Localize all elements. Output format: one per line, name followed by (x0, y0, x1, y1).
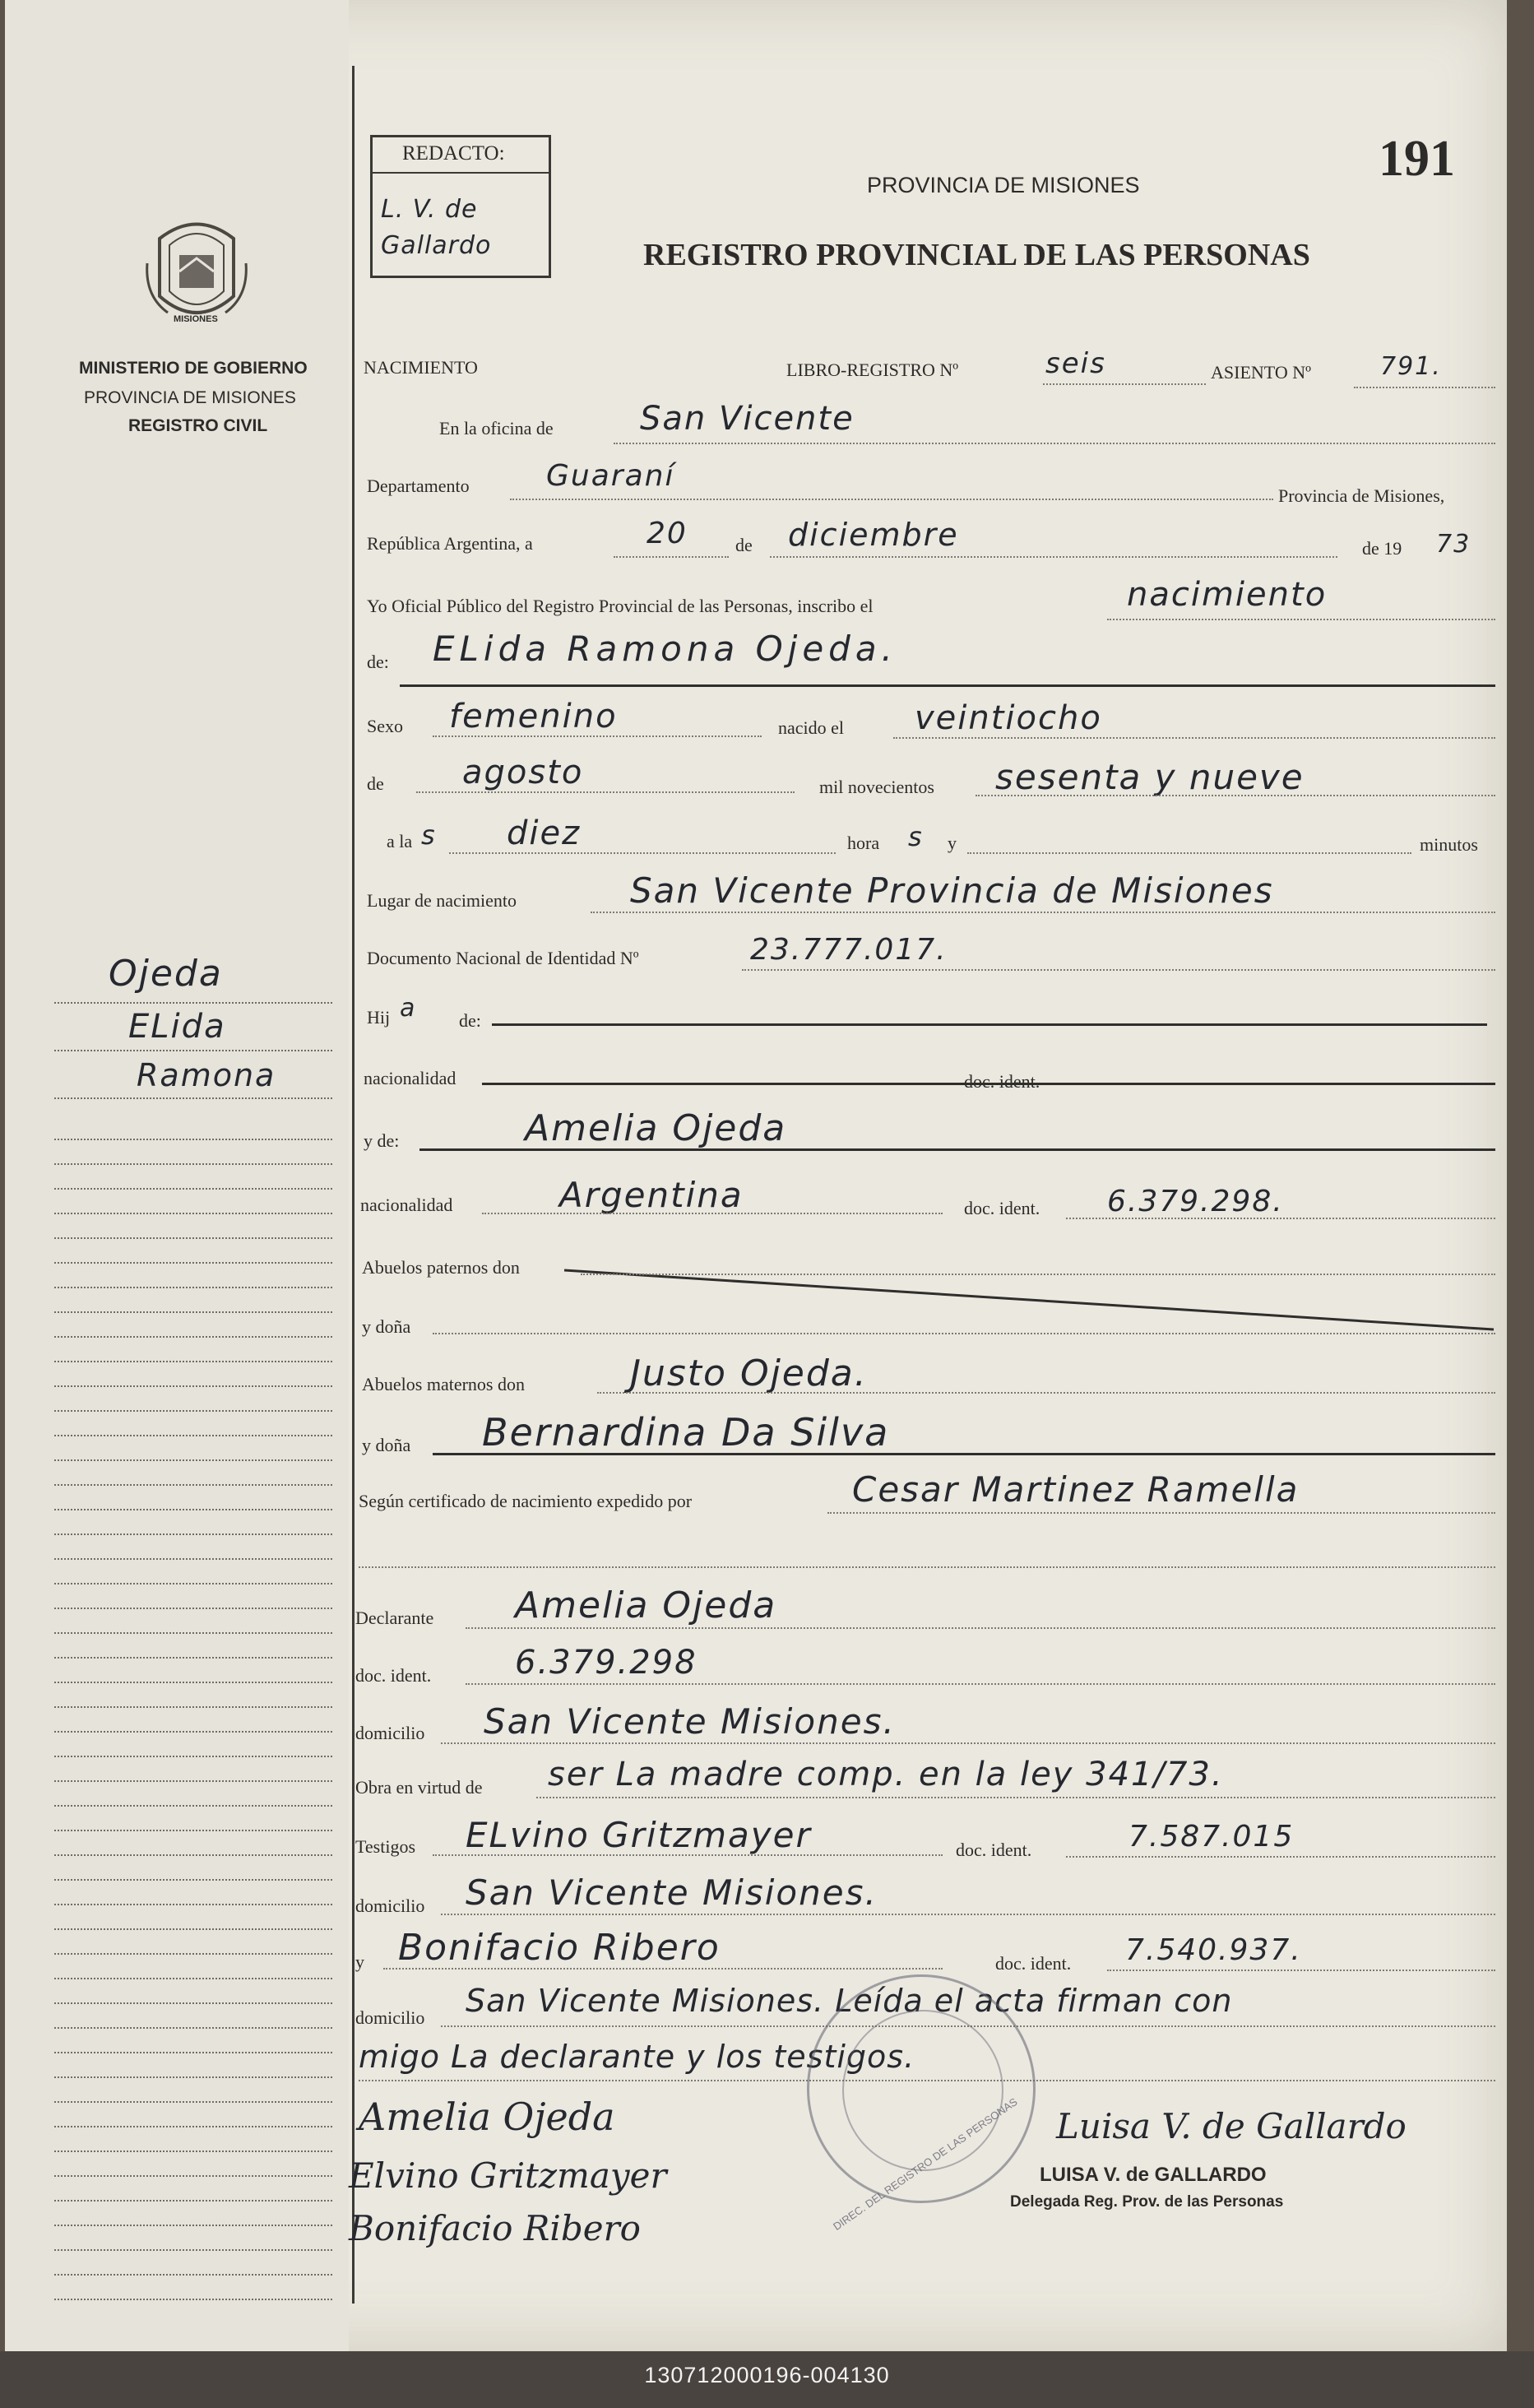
margin-line (54, 1879, 332, 1881)
margin-line (54, 1780, 332, 1782)
margin-line (54, 1558, 332, 1560)
nacionalidad2-value: Argentina (559, 1175, 744, 1215)
name-underline (400, 684, 1495, 687)
margin-line (54, 1139, 332, 1140)
abuelos-pat-strike (564, 1259, 1502, 1341)
docident3-line (466, 1683, 1495, 1685)
hora-value: diez (507, 814, 582, 852)
ydona1-line (433, 1333, 1495, 1334)
nacionalidad2-line (482, 1213, 943, 1214)
abuelos-pat-label: Abuelos paternos don (362, 1257, 520, 1278)
mother-name: Amelia Ojeda (525, 1107, 787, 1149)
departamento-line (510, 499, 1273, 500)
redacto-header (373, 137, 549, 174)
margin-line (54, 1854, 332, 1856)
margin-line (54, 1459, 332, 1461)
provincia-suffix: Provincia de Misiones, (1278, 485, 1445, 506)
margin-second-name: Ramona (137, 1057, 276, 1093)
testigo1-line (433, 1854, 943, 1856)
dni-label: Documento Nacional de Identidad Nº (367, 948, 639, 968)
abuela-mat-value: Bernardina Da Silva (482, 1410, 890, 1455)
margin-line (54, 1657, 332, 1659)
oficina-label: En la oficina de (439, 418, 554, 438)
declarante-value: Amelia Ojeda (515, 1584, 777, 1626)
testigo2-line (383, 1968, 943, 1970)
asiento-label: ASIENTO Nº (1211, 362, 1311, 383)
nacionalidad2-label: nacionalidad (360, 1195, 453, 1215)
abuela-mat-underline (433, 1453, 1495, 1455)
domicilio2-label: domicilio (355, 1895, 425, 1916)
margin-line (54, 1509, 332, 1510)
margin-line (54, 1953, 332, 1955)
margin-line (54, 1435, 332, 1436)
margin-line (54, 2274, 332, 2276)
lugar-value: San Vicente Provincia de Misiones (630, 870, 1274, 911)
testigo1-value: ELvino Gritzmayer (466, 1815, 812, 1855)
ydona2-label: y doña (362, 1435, 411, 1455)
signature-testigo1: Elvino Gritzmayer (349, 2155, 667, 2196)
page-number: 191 (1379, 131, 1455, 187)
departamento-value: Guaraní (546, 459, 675, 493)
registry-title: REGISTRO PROVINCIAL DE LAS PERSONAS (643, 238, 1310, 272)
lugar-line (591, 912, 1495, 913)
docident1-label: doc. ident. (964, 1071, 1040, 1092)
margin-line (54, 1830, 332, 1831)
margin-line (54, 1904, 332, 1905)
sexo-value: femenino (449, 698, 618, 735)
abuelo-mat-value: Justo Ojeda. (630, 1352, 868, 1394)
domicilio2-line (441, 1914, 1495, 1915)
docident2-line (1066, 1218, 1495, 1219)
mother-underline (419, 1148, 1495, 1151)
domicilio1-line (441, 1742, 1495, 1744)
ministry-label: MINISTERIO DE GOBIERNO (79, 359, 308, 378)
province-label: PROVINCIA DE MISIONES (84, 388, 296, 407)
margin-line (54, 1410, 332, 1412)
stamp-text: DIREC. DEL REGISTRO DE LAS PERSONAS (831, 2095, 1020, 2233)
margin-line (54, 2052, 332, 2053)
mes-nac-value: agosto (462, 754, 584, 791)
obra-line (536, 1797, 1495, 1798)
margin-line (54, 2027, 332, 2029)
anio-nac-line (976, 795, 1495, 796)
libro-line (1043, 383, 1206, 385)
republica-label: República Argentina, a (367, 533, 533, 554)
nacionalidad1-strike-line (482, 1083, 1495, 1085)
margin-line (54, 1484, 332, 1486)
margin-line (54, 1097, 332, 1099)
domicilio1-label: domicilio (355, 1723, 425, 1743)
docident5-value: 7.540.937. (1125, 1933, 1302, 1967)
margin-line (54, 2225, 332, 2226)
margin-line (54, 2299, 332, 2300)
margin-line (54, 1361, 332, 1362)
minutos-line (967, 852, 1411, 854)
margin-line (54, 2175, 332, 2177)
anio-nac-value: sesenta y nueve (995, 757, 1305, 797)
libro-value: seis (1045, 347, 1106, 380)
margin-line (54, 1050, 332, 1051)
testigos-label: Testigos (355, 1836, 416, 1857)
departamento-label: Departamento (367, 476, 470, 496)
margin-line (54, 1262, 332, 1264)
minutos-label: minutos (1420, 834, 1478, 855)
oficial-label: Yo Oficial Público del Registro Provincial de las Personas, inscribo el (367, 596, 874, 616)
asiento-line (1354, 387, 1495, 388)
declarante-label: Declarante (355, 1608, 434, 1628)
margin-line (54, 1163, 332, 1165)
margin-line (54, 1978, 332, 1979)
nacido-line (893, 737, 1495, 739)
margin-line (54, 1213, 332, 1214)
nacionalidad1-label: nacionalidad (364, 1068, 456, 1088)
dia-line (614, 556, 729, 558)
document-sheet (5, 0, 1507, 2351)
margin-line (54, 1311, 332, 1313)
margin-line (54, 2200, 332, 2202)
redacto-box (370, 135, 551, 278)
abuelos-mat-label: Abuelos maternos don (362, 1374, 525, 1394)
redacto-value: L. V. de Gallardo (381, 195, 492, 260)
certificado-line (827, 1512, 1495, 1514)
mes-value: diciembre (788, 517, 959, 553)
hij-suffix: a (400, 994, 417, 1023)
hij-label: Hij (367, 1007, 391, 1028)
domicilio3-value: San Vicente Misiones. Leída el acta firman con (466, 1983, 1233, 2019)
dia-value: 20 (647, 517, 688, 550)
closing-value: migo La declarante y los testigos. (359, 2039, 915, 2075)
official-name: LUISA V. de GALLARDO (1040, 2164, 1267, 2186)
docident4-label: doc. ident. (956, 1840, 1032, 1860)
anio-label: de 19 (1362, 538, 1402, 559)
sexo-line (433, 735, 762, 737)
seal-label: MISIONES (174, 314, 218, 324)
domicilio3-label: domicilio (355, 2007, 425, 2028)
margin-line (54, 1706, 332, 1708)
abuelos-pat-line (581, 1274, 1495, 1275)
margin-line (54, 1928, 332, 1930)
y2-label: y (355, 1951, 364, 1972)
oficina-line (614, 443, 1495, 444)
margin-line (54, 2126, 332, 2127)
oficina-value: San Vicente (640, 400, 855, 438)
margin-line (54, 1731, 332, 1733)
margin-line (54, 2249, 332, 2251)
docident5-label: doc. ident. (995, 1953, 1072, 1974)
margin-line (54, 2101, 332, 2103)
margin-line (54, 1632, 332, 1634)
certificado-line-2 (359, 1566, 1495, 1568)
redacto-label: REDACTO: (402, 142, 505, 165)
docident2-label: doc. ident. (964, 1198, 1040, 1218)
docident4-line (1066, 1856, 1495, 1858)
signature-declarante: Amelia Ojeda (359, 2095, 615, 2139)
margin-line (54, 1608, 332, 1609)
margin-line (54, 1533, 332, 1535)
ala-s: s (421, 819, 437, 851)
docident3-label: doc. ident. (355, 1665, 432, 1686)
y-label: y (948, 833, 957, 853)
margin-first-name: ELida (128, 1008, 226, 1046)
anio-value: 73 (1436, 530, 1471, 559)
margin-line (54, 1188, 332, 1190)
testigo2-value: Bonifacio Ribero (398, 1927, 721, 1969)
mes-line (770, 556, 1337, 558)
signature-official: Luisa V. de Gallardo (1056, 2106, 1407, 2146)
province-title: PROVINCIA DE MISIONES (867, 173, 1140, 197)
dni-value: 23.777.017. (750, 933, 948, 967)
declarante-line (466, 1627, 1495, 1629)
margin-line (54, 1287, 332, 1288)
domicilio2-value: San Vicente Misiones. (466, 1872, 878, 1913)
margin-line (54, 1336, 332, 1338)
docident3-value: 6.379.298 (515, 1644, 697, 1682)
margin-line (54, 1583, 332, 1584)
libro-label: LIBRO-REGISTRO Nº (786, 360, 959, 380)
asiento-value: 791. (1380, 352, 1442, 381)
docident2-value: 6.379.298. (1107, 1185, 1284, 1218)
nacido-value: veintiocho (915, 699, 1102, 737)
docident4-value: 7.587.015 (1128, 1820, 1295, 1854)
hora-line (449, 852, 836, 854)
nacido-label: nacido el (778, 717, 845, 738)
stamp-inner-ring (842, 2010, 1003, 2171)
obra-value: ser La madre comp. en la ley 341/73. (548, 1756, 1224, 1793)
official-title: Delegada Reg. Prov. de las Personas (1010, 2193, 1284, 2211)
abuelo-mat-line (597, 1392, 1495, 1394)
signature-testigo2: Bonifacio Ribero (349, 2208, 641, 2248)
reference-number: 130712000196-004130 (644, 2363, 890, 2387)
ala-label: a la (387, 831, 413, 851)
dni-line (742, 969, 1495, 971)
inscripcion-value: nacimiento (1127, 576, 1328, 614)
act-type-label: NACIMIENTO (364, 357, 478, 378)
sexo-label: Sexo (367, 716, 403, 736)
father-strike-line (492, 1023, 1487, 1026)
docident5-line (1107, 1970, 1495, 1971)
civil-registry-label: REGISTRO CIVIL (128, 416, 268, 435)
domicilio1-value: San Vicente Misiones. (484, 1701, 896, 1742)
margin-line (54, 1756, 332, 1757)
margin-line (54, 2076, 332, 2078)
registry-stamp (807, 1974, 1036, 2233)
inscripcion-line (1107, 619, 1495, 620)
certificado-value: Cesar Martinez Ramella (852, 1469, 1300, 1510)
child-name: ELida Ramona Ojeda. (433, 629, 897, 669)
horas-label: hora (847, 833, 880, 853)
mes-nac-line (416, 791, 795, 793)
obra-label: Obra en virtud de (355, 1777, 483, 1798)
mil-label: mil novecientos (819, 777, 934, 797)
de-label: de (735, 535, 753, 555)
margin-line (54, 2150, 332, 2152)
margin-line (54, 1805, 332, 1807)
lugar-label: Lugar de nacimiento (367, 890, 517, 911)
margin-line (54, 1237, 332, 1239)
ydona1-label: y doña (362, 1316, 411, 1337)
de3-label: de (367, 773, 384, 794)
margin-line (54, 1002, 332, 1004)
yde-label: y de: (364, 1130, 400, 1151)
margin-panel (5, 0, 349, 2351)
margin-line (54, 1385, 332, 1387)
margin-line (54, 1682, 332, 1683)
margin-line (54, 2002, 332, 2004)
margin-surname: Ojeda (109, 953, 223, 995)
horas-s: s (908, 821, 924, 852)
hij-de-label: de: (459, 1010, 481, 1031)
certificado-label: Según certificado de nacimiento expedido por (359, 1491, 693, 1511)
column-divider (352, 66, 355, 2304)
de2-label: de: (367, 652, 389, 672)
